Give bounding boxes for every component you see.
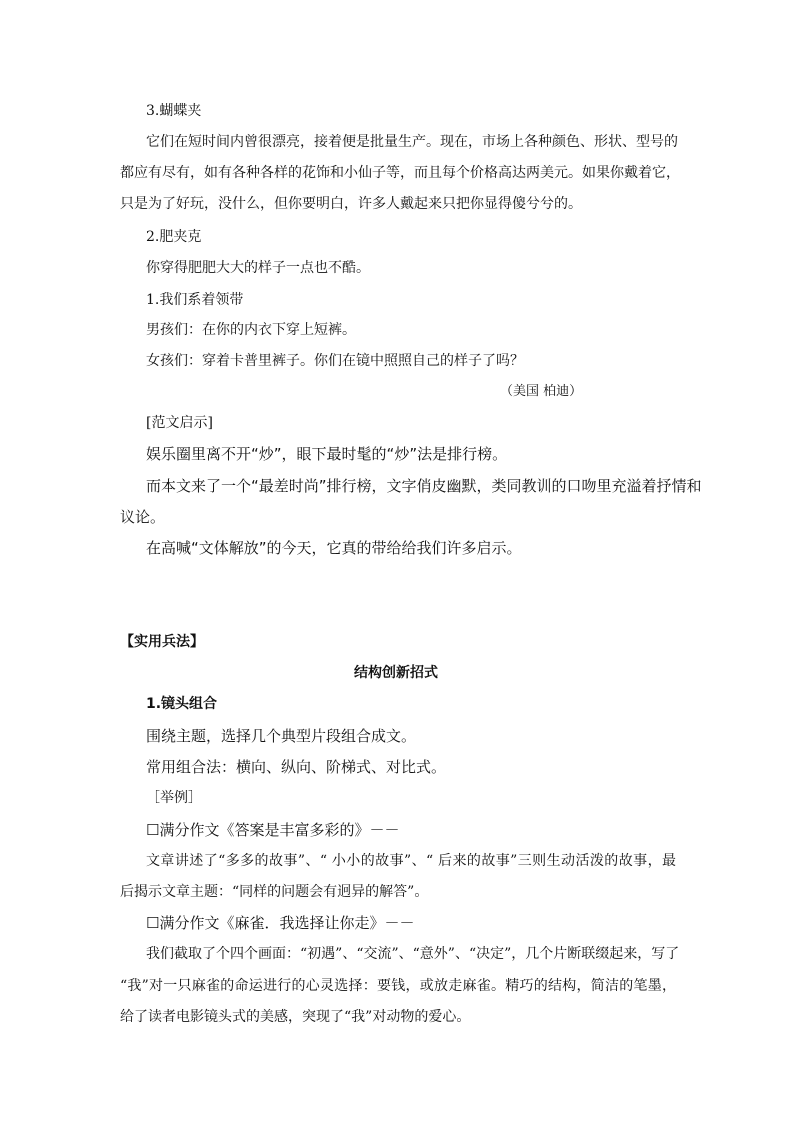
inspiration-line-3: 在高喊“文体解放”的今天，它真的带给给我们许多启示。: [146, 539, 522, 557]
item-1-heading: 1.我们系着领带: [146, 292, 244, 308]
girls-text: 女孩们：穿着卡普里裤子。你们在镜中照照自己的样子了吗？: [146, 353, 524, 369]
section-heading: 【实用兵法】: [120, 634, 204, 650]
section-title: 结构创新招式: [354, 665, 438, 681]
example-label: ［举例］: [146, 790, 202, 806]
example-2-desc-c: 给了读者电影镜头式的美感，突现了“我”对动物的爱心。: [120, 1009, 471, 1025]
item-3-line-3: 只是为了好玩，没什么，但你要明白，许多人戴起来只把你显得傻兮兮的。: [120, 196, 582, 212]
author: （美国 柏迪）: [500, 384, 583, 399]
inspiration-label: [范文启示]: [146, 415, 213, 431]
item-3-line-2: 都应有尽有，如有各种各样的花饰和小仙子等，而且每个价格高达两美元。如果你戴着它，: [120, 165, 680, 181]
inspiration-line-1: 娱乐圈里离不开“炒”，眼下最时髦的“炒”法是排行榜。: [146, 445, 508, 463]
item-3-heading: 3.蝴蝶夹: [146, 103, 202, 119]
example-2-title: ☐满分作文《麻雀．我选择让你走》－－: [146, 914, 415, 932]
inspiration-line-2a: 而本文来了一个“最差时尚”排行榜，文字俏皮幽默，类同教训的口吻里充溢着抒情和: [146, 477, 702, 495]
boys-text: 男孩们：在你的内衣下穿上短裤。: [146, 322, 356, 338]
example-1-desc-a: 文章讲述了“多多的故事”、“ 小小的故事”、“ 后来的故事”三则生动活泼的故事，最: [146, 853, 676, 869]
example-2-desc-a: 我们截取了个四个画面：“初遇”、“交流”、“意外”、“决定”，几个片断联缀起来，写了: [146, 946, 680, 962]
example-1-title: ☐满分作文《答案是丰富多彩的》－－: [146, 821, 400, 839]
item-2-heading: 2.肥夹克: [146, 229, 202, 245]
example-1-desc-b: 后揭示文章主题：“同样的问题会有迥异的解答”。: [120, 884, 429, 900]
item-3-line-1: 它们在短时间内曾很漂亮，接着便是批量生产。现在，市场上各种颜色、形状、型号的: [146, 134, 678, 150]
item-2-text: 你穿得肥肥大大的样子一点也不酷。: [146, 260, 370, 276]
technique-1-desc: 围绕主题，选择几个典型片段组合成文。: [146, 727, 417, 745]
example-2-desc-b: “我”对一只麻雀的命运进行的心灵选择：要钱，或放走麻雀。精巧的结构，简洁的笔墨，: [120, 978, 676, 994]
technique-1-heading: 1.镜头组合: [146, 696, 218, 712]
inspiration-line-2b: 议论。: [120, 508, 166, 526]
technique-1-methods: 常用组合法：横向、纵向、阶梯式、对比式。: [146, 758, 447, 776]
